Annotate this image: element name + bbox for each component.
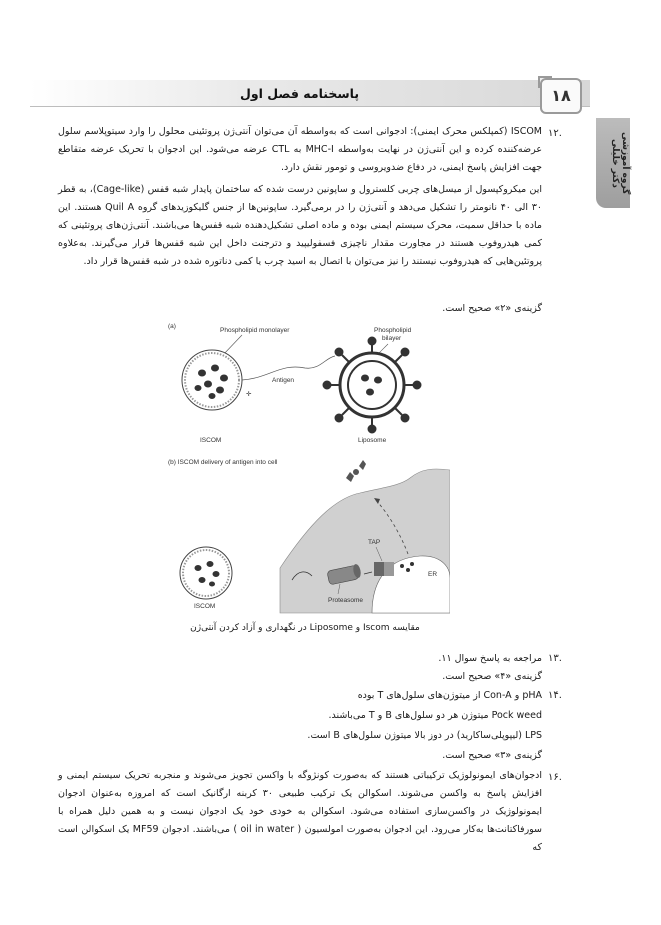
question-number-12: ۱۲. [548,128,562,139]
q14-line-3: LPS (لیپوپلی‌ساکارید) در دوز بالا میتوژن سلول‌های B است. [307,730,542,741]
q12-answer: گزینه‌ی «۲» صحیح است. [442,303,542,314]
tap-transporter [374,562,394,576]
iscom-particle-a [182,350,242,410]
figure-label-a: (a) [168,323,176,330]
figure-label-b: (b) ISCOM delivery of antigen into cell [168,459,278,466]
q13-line-1: مراجعه به پاسخ سوال ۱۱. [438,653,542,664]
iscom-liposome-figure [160,318,450,616]
q16-paragraph-1: ادجوان‌های ایمونولوژیک ترکیباتی هستند که به‌صورت کونژوگه با واکسن تجویز می‌شوند و منجربه تحریک سیستم ایمنی و افزایش پاسخ به واکسن می‌شوند. اسکوالن یک ترکیب طبیعی ۳۰ کربنه ارگانیک است که امروزه به‌عنوان ادجوان ایمونولوژیک در واکسن‌سازی استفاده می‌شود. اسکوالن به خودی خود یک ادجوان نیست و به همین دلیل همراه با سورفاکتانت‌ها به‌کار می‌رود. این ادجوان به‌صورت امولسیون ( oil in water ) می‌باشند. ادجوان MF59 یک اسکوالن است که [58,770,543,853]
plus-sign: ✛ [246,391,252,398]
q12-paragraph-1: ISCOM (کمپلکس محرک ایمنی): ادجوانی است که به‌واسطه آن می‌توان آنتی‌ژن پروتئینی محلول را وارد سیتوپلاسم سلول عرضه‌کننده کرده و این آنتی‌ژن در نهایت به‌واسطه MHC-I به CTL عرضه می‌شود. این ادجوان با تحریک عرضه متقاطع جهت افزایش پاسخ ایمنی، در دفاع ضدویروسی و تومور نقش دارد. [58,126,542,173]
iscom-label-a: ISCOM [200,437,222,444]
tap-label: TAP [368,539,381,546]
liposome-label: Liposome [358,437,387,444]
iscom-label-b: ISCOM [194,603,216,610]
side-tab-label: گروه آموزشی دکتر خلیلی [596,118,630,208]
bilayer-label-2: bilayer [382,335,402,342]
chapter-title: پاسخنامه فصل اول [240,86,360,101]
liposome-particle [323,337,421,433]
q14-answer: گزینه‌ی «۳» صحیح است. [442,750,542,761]
question-number-13: ۱۳. [548,653,562,664]
q12-paragraph-2: این میکروکپسول از میسل‌های چربی کلسترول و ساپونین درست شده که ساختمان پایدار شبه قفس (Cage-like)، به قطر ۳۰ الی ۴۰ نانومتر را تشکیل می‌دهد و آنتی‌ژن را در برمی‌گیرد. ساپونین‌ها از جنس گلیکوزیدهای گروه Quil A هستند. این ماده با حداقل سمیت، محرک سیستم ایمنی بوده و ماده اصلی تشکیل‌دهنده شبه قفس‌ها می‌باشند. آنتی‌ژن‌های پروتئینی که کمی هیدروفوب هستند در مجاورت مقدار ناچیزی فسفولیپید و دترجنت داخل این شبه قفس‌ها قرار می‌گیرند. به‌علاوه پروتئین‌هایی که هیدروفوب نیستند را نیز می‌توان با اتصال به اسید چرب یا کمی دناتوره شده در شبه قفس‌ها قرار داد. [58,184,542,267]
monolayer-label: Phospholipid monolayer [220,327,290,334]
er-label: ER [428,571,438,578]
proteasome-label: Proteasome [328,597,364,604]
antigen-label: Antigen [272,377,295,384]
q13-answer: گزینه‌ی «۴» صحیح است. [442,671,542,682]
bilayer-label-1: Phospholipid [374,327,412,334]
question-number-14: ۱۴. [548,690,562,701]
question-number-16: ۱۶. [548,772,562,783]
q14-line-2: Pock weed میتوژن هر دو سلول‌های B و T می‌باشند. [328,710,542,721]
iscom-particle-b [180,547,232,599]
page-number: ۱۸ [540,78,582,114]
q14-line-1: pHA و Con-A از میتوژن‌های سلول‌های T بوده [357,690,542,701]
figure-caption: مقایسه Iscom و Liposome در نگهداری و آزاد کردن آنتی‌ژن [190,623,420,633]
